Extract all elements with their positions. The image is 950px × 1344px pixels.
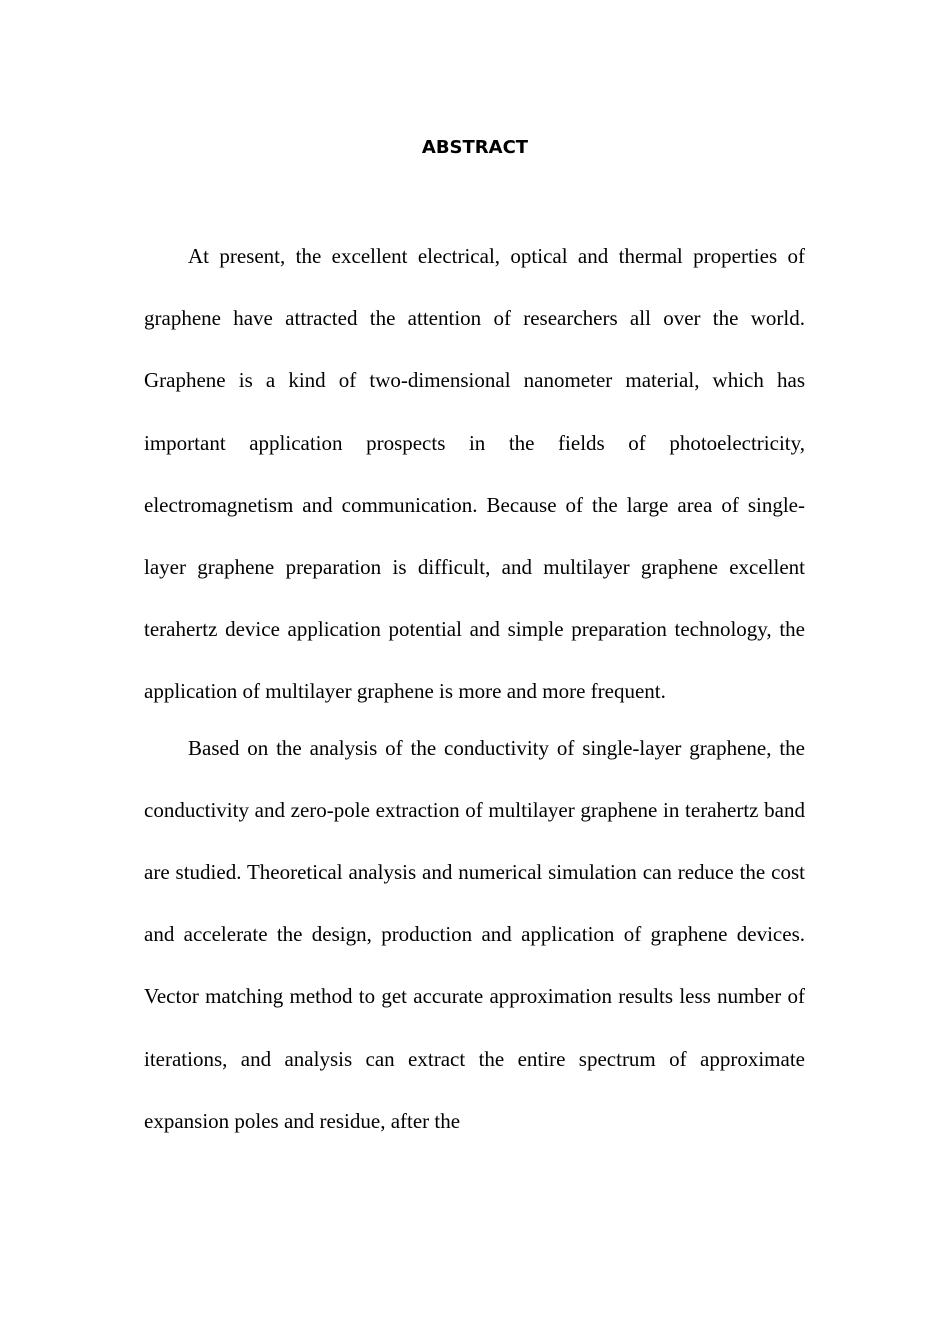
abstract-body [144,225,805,1152]
page-title: ABSTRACT [421,137,529,158]
abstract-paragraph-1: At present, the excellent electrical, optical and thermal properties of graphene have attracted the attention of researchers all over the world. Graphene is a kind of two-dimensional nanometer material, which has important application prospects in the fields of photoelectricity, electromagnetism and communication. Because of the large area of single-layer graphene preparation is difficult, and multilayer graphene excellent terahertz device application potential and simple preparation technology, the application of multilayer graphene is more and more frequent. [144,244,805,704]
abstract-paragraph-2: Based on the analysis of the conductivity of single-layer graphene, the conductivity and zero-pole extraction of multilayer graphene in terahertz band are studied. Theoretical analysis and numerical simulation can reduce the cost and accelerate the design, production and application of graphene devices. Vector matching method to get accurate approximation results less number of iterations, and analysis can extract the entire spectrum of approximate expansion poles and residue, after the [144,735,805,1133]
